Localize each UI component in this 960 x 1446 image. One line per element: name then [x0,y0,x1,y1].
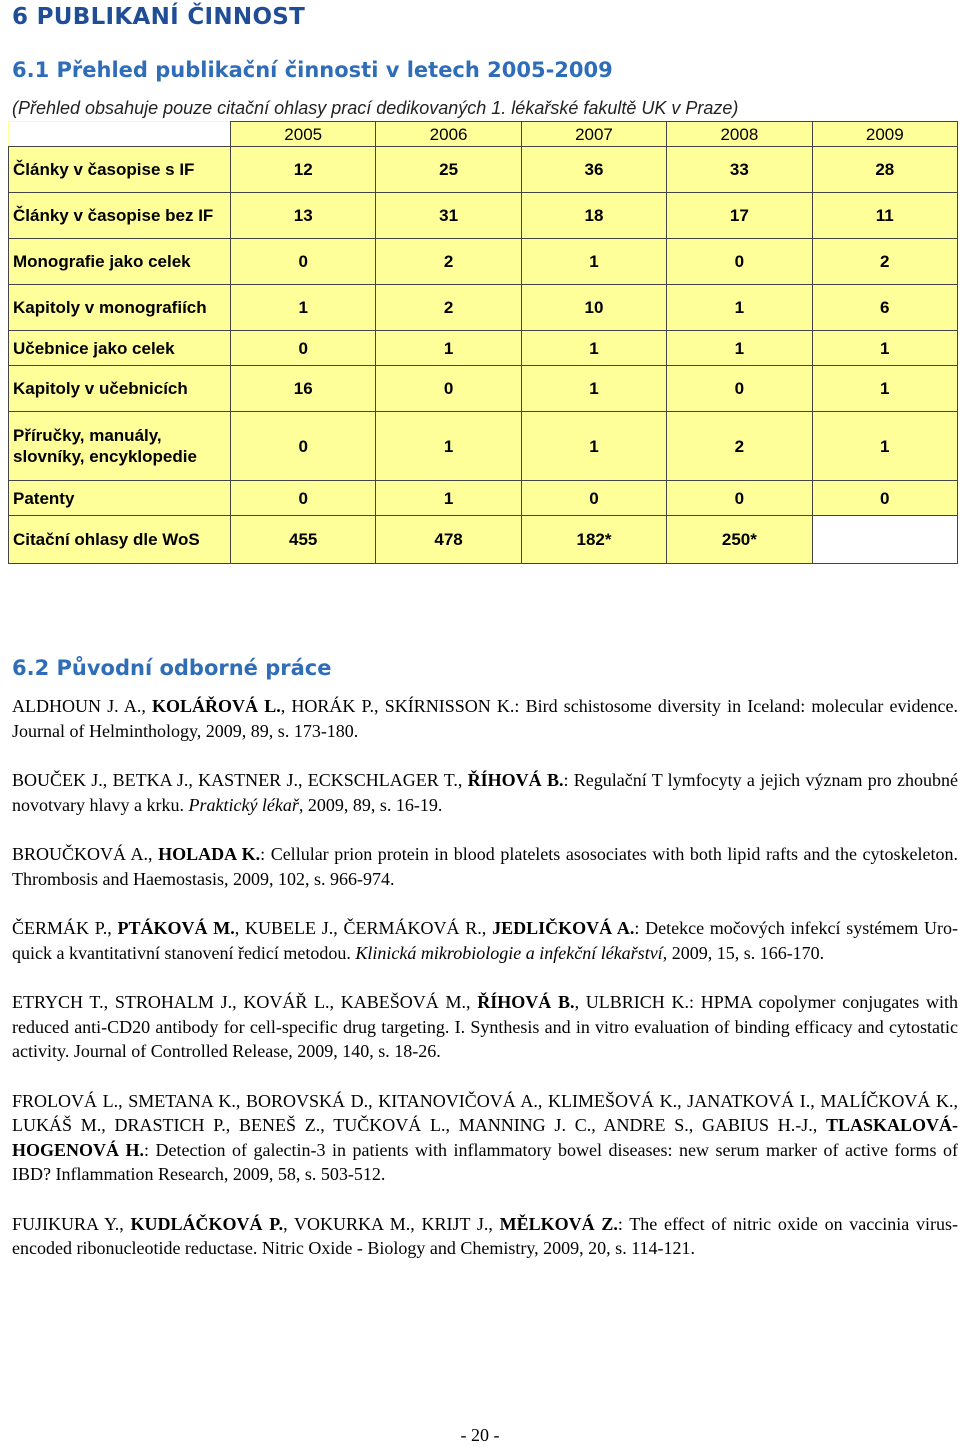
table-row [9,366,958,412]
reference-text: , ULBRICH K.: HPMA copolymer conjugates with reduced anti-CD20 antibody for cell-specific drug targeting. I. Synthesis and in vitro evaluation of binding efficacy and cytostatic activity. Journal of Controlled Release, 2009, 140, s. 18-26. [12,992,958,1061]
table-row [9,285,958,331]
table-cell: 1 [231,285,376,331]
year-header: 2007 [521,122,666,147]
reference-entry [12,916,958,965]
table-cell: 478 [376,516,521,564]
table-cell: 1 [667,285,812,331]
reference-text: ČERMÁK P., [12,918,118,938]
table-cell: 1 [521,331,666,366]
reference-text: : Detection of galectin-3 in patients with inflammatory bowel diseases: new serum marker of active forms of IBD? Inflammation Research, 2009, 58, s. 503-512. [12,1139,958,1184]
reference-text: FROLOVÁ L., SMETANA K., BOROVSKÁ D., KITANOVIČOVÁ A., KLIMEŠOVÁ K., JANATKOVÁ I., MALÍČKOVÁ K., LUKÁŠ M., DRASTICH P., BENEŠ Z., TUČKOVÁ L., MANNING J. C., ANDRE S., GABIUS H.-J., [12,1090,958,1135]
table-cell: 31 [376,193,521,239]
table-cell: 1 [667,331,812,366]
table-cell: 2 [812,239,957,285]
author-highlight: TLASKALOVÁ-HOGENOVÁ H. [12,1115,958,1160]
reference-text: ETRYCH T., STROHALM J., KOVÁŘ L., KABEŠOVÁ M., [12,992,478,1012]
author-highlight: JEDLIČKOVÁ A. [492,918,635,938]
table-cell: 0 [667,481,812,516]
reference-entry [12,842,958,891]
table-cell: 250* [667,516,812,564]
table-cell: 0 [376,366,521,412]
author-highlight: MĚLKOVÁ Z. [499,1213,618,1234]
publication-stats-table [8,121,958,564]
author-highlight: HOLADA K. [158,844,261,864]
table-cell: 1 [376,331,521,366]
table-cell: 0 [231,331,376,366]
table-cell: 16 [231,366,376,412]
reference-text: : The effect of nitric oxide on vaccinia virus-encoded ribonucleotide reductase. Nitric Oxide - Biology and Chemistry, 2009, 20, s. 114-121. [12,1213,958,1258]
reference-entry [12,768,958,817]
section-heading-publications-overview: 6.1 Přehled publikační činnosti v letech 2005-2009 [12,58,613,82]
table-cell: 12 [231,147,376,193]
reference-text: , 2009, 15, s. 166-170. [662,942,825,963]
table-cell: 0 [667,239,812,285]
author-highlight: KOLÁŘOVÁ L. [152,696,281,716]
table-cell: 1 [376,481,521,516]
table-cell: 25 [376,147,521,193]
row-label: Kapitoly v učebnicích [9,366,231,412]
table-cell: 2 [376,239,521,285]
journal-name: Klinická mikrobiologie a infekční lékařství [355,942,663,963]
reference-entry [12,694,958,743]
author-highlight: PTÁKOVÁ M. [117,918,235,938]
reference-text: ALDHOUN J. A., [12,696,153,716]
table-row [9,331,958,366]
reference-text: , HORÁK P., SKÍRNISSON K.: Bird schistosome diversity in Iceland: molecular evidence. Journal of Helminthology, 2009, 89, s. 173-180. [12,696,958,741]
table-cell: 455 [231,516,376,564]
row-label: Články v časopise s IF [9,147,231,193]
section-heading-original-papers: 6.2 Původní odborné práce [12,656,332,680]
row-label: Příručky, manuály, slovníky, encyklopedie [9,412,231,481]
table-cell: 0 [231,239,376,285]
year-header: 2006 [376,122,521,147]
reference-text: , KUBELE J., ČERMÁKOVÁ R., [234,918,493,938]
reference-entry [12,990,958,1064]
reference-entry [12,1212,958,1261]
reference-text: BROUČKOVÁ A., [12,844,159,864]
author-highlight: ŘÍHOVÁ B. [477,992,575,1012]
table-cell: 1 [812,366,957,412]
table-header-row [9,122,958,147]
year-header: 2008 [667,122,812,147]
table-cell: 182* [521,516,666,564]
table-cell: 36 [521,147,666,193]
table-cell: 11 [812,193,957,239]
table-row [9,516,958,564]
table-cell: 2 [376,285,521,331]
table-cell: 1 [376,412,521,481]
table-cell: 18 [521,193,666,239]
table-cell: 0 [231,481,376,516]
year-header: 2005 [231,122,376,147]
table-corner [9,122,231,147]
row-label: Patenty [9,481,231,516]
reference-text: FUJIKURA Y., [12,1213,131,1234]
reference-entry [12,1089,958,1187]
table-note: (Přehled obsahuje pouze citační ohlasy prací dedikovaných 1. lékařské fakultě UK v Praze) [12,98,739,118]
page-number: - 20 - [460,1425,500,1445]
chapter-heading: 6 PUBLIKANÍ ČINNOST [12,4,306,30]
year-header: 2009 [812,122,957,147]
table-cell: 17 [667,193,812,239]
table-row [9,147,958,193]
reference-list [12,694,958,1286]
table-cell: 0 [812,481,957,516]
table-cell: 1 [812,331,957,366]
table-cell: 1 [521,366,666,412]
table-cell: 0 [521,481,666,516]
table-cell: 1 [521,412,666,481]
table-cell: 28 [812,147,957,193]
reference-text: BOUČEK J., BETKA J., KASTNER J., ECKSCHLAGER T., [12,770,468,790]
row-label: Učebnice jako celek [9,331,231,366]
journal-name: Praktický lékař [188,794,299,815]
table-cell: 13 [231,193,376,239]
table-row [9,193,958,239]
table-cell: 33 [667,147,812,193]
row-label: Citační ohlasy dle WoS [9,516,231,564]
table-cell: 0 [231,412,376,481]
reference-text: , VOKURKA M., KRIJT J., [283,1213,500,1234]
table-cell: 1 [521,239,666,285]
table-cell [812,516,957,564]
reference-text: : Detekce močových infekcí systémem Uro-quick a kvantitativní stanovení ředicí metodou. [12,918,958,963]
table-cell: 0 [667,366,812,412]
row-label: Kapitoly v monografiích [9,285,231,331]
table-cell: 2 [667,412,812,481]
table-row [9,481,958,516]
table-row [9,239,958,285]
reference-text: : Regulační T lymfocyty a jejich význam pro zhoubné novotvary hlavy a krku. [12,770,958,815]
author-highlight: KUDLÁČKOVÁ P. [130,1213,284,1234]
table-cell: 1 [812,412,957,481]
row-label: Monografie jako celek [9,239,231,285]
row-label: Články v časopise bez IF [9,193,231,239]
author-highlight: ŘÍHOVÁ B. [467,770,564,790]
reference-text: , 2009, 89, s. 16-19. [298,794,443,815]
table-cell: 6 [812,285,957,331]
reference-text: : Cellular prion protein in blood platelets asosociates with both lipid rafts and the cytoskeleton. Thrombosis and Haemostasis, 2009, 102, s. 966-974. [12,844,959,889]
table-row [9,412,958,481]
table-cell: 10 [521,285,666,331]
